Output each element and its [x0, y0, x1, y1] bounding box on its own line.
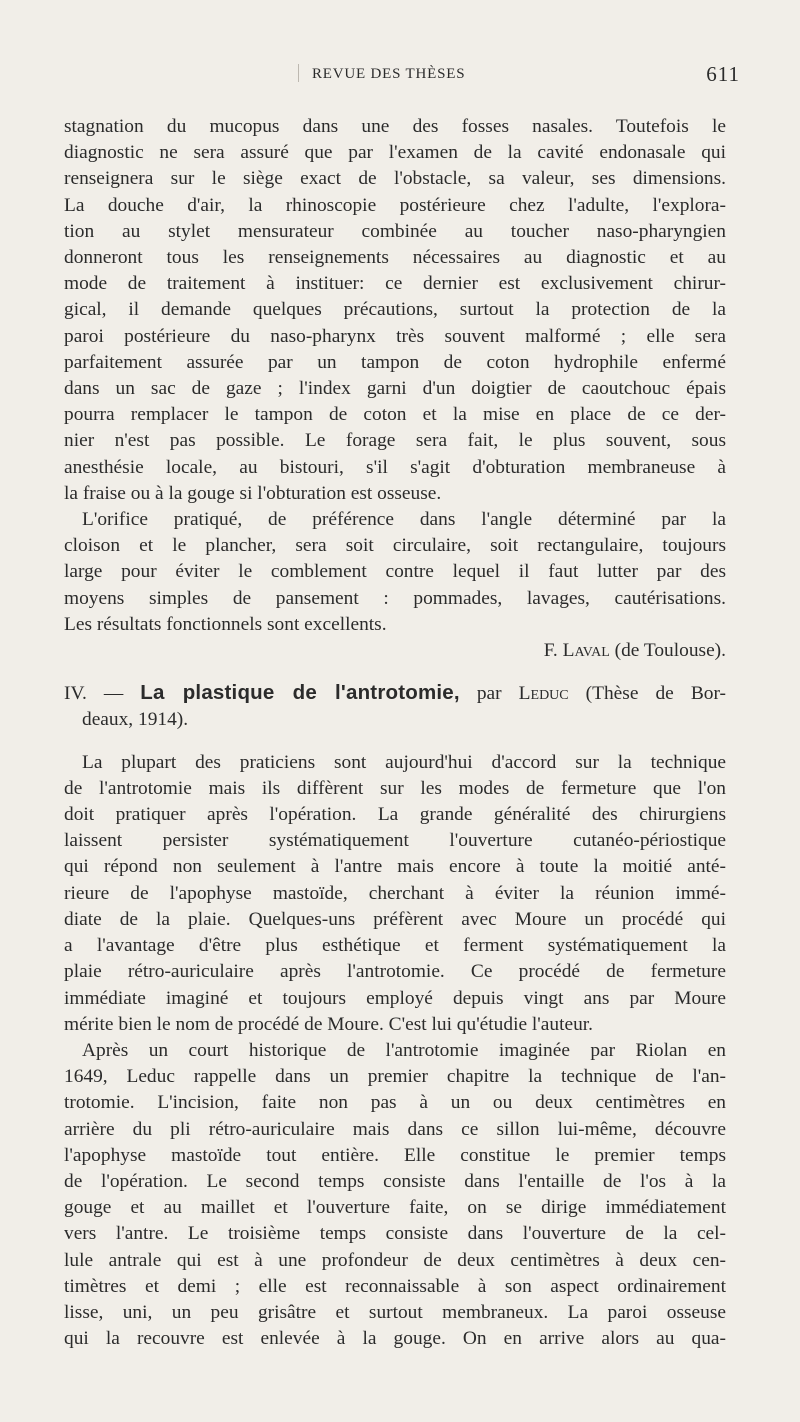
- text-line: stagnation du mucopus dans une des fosses nasales. Toutefois le: [64, 116, 726, 137]
- text-line: gouge et au maillet et l'ouverture faite, on se dirige immédiatement: [64, 1197, 726, 1219]
- text-line: moyens simples de pansement : pommades, lavages, cautérisations.: [64, 587, 726, 609]
- source-line-2: deaux, 1914).: [82, 709, 189, 731]
- text-line: nier n'est pas possible. Le forage sera fait, le plus souvent, sous: [64, 430, 726, 452]
- text-line: lisse, uni, un peu grisâtre et surtout membraneux. La paroi osseuse: [64, 1301, 726, 1323]
- header-divider: [298, 64, 299, 82]
- text-line: donneront tous les renseignements nécessaires au diagnostic et au: [64, 247, 726, 269]
- signature-initial: F.: [543, 640, 563, 662]
- text-line: plaie rétro-auriculaire après l'antrotomie. Ce procédé de fermeture: [64, 961, 726, 983]
- review-2-paragraph-1: [64, 750, 726, 1038]
- section-number: IV. —: [64, 683, 141, 705]
- text-line: de l'antrotomie mais ils diffèrent sur les modes de fermeture que l'on: [64, 777, 726, 799]
- text-line: arrière du pli rétro-auriculaire mais dans ce sillon lui-même, découvre: [64, 1118, 726, 1140]
- text-line: large pour éviter le comblement contre lequel il faut lutter par des: [64, 561, 726, 583]
- text-line: Les résultats fonctionnels sont excellents.: [64, 613, 387, 635]
- text-line: l'apophyse mastoïde tout entière. Elle constitue le premier temps: [64, 1144, 726, 1166]
- text-line: cloison et le plancher, sera soit circulaire, soit rectangulaire, toujours: [64, 535, 726, 557]
- text-line: parfaitement assurée par un tampon de coton hydrophile enfermé: [64, 351, 726, 373]
- text-line: La douche d'air, la rhinoscopie postérieure chez l'adulte, l'explora-: [64, 194, 726, 216]
- text-line: de l'opération. Le second temps consiste dans l'entaille de l'os à la: [64, 1170, 726, 1192]
- text-line: qui répond non seulement à l'antre mais encore à toute la moitié anté-: [64, 856, 726, 878]
- text-line: lule antrale qui est à une profondeur de deux centimètres à deux cen-: [64, 1249, 726, 1271]
- text-line: trotomie. L'incision, faite non pas à un ou deux centimètres en: [64, 1092, 726, 1114]
- review-2-paragraph-2: [64, 1038, 726, 1352]
- text-line: Après un court historique de l'antrotomie imaginée par Riolan en: [82, 1039, 726, 1061]
- text-line: laissent persister systématiquement l'ouverture cutanéo-périostique: [64, 830, 726, 852]
- section-gap: [64, 734, 726, 750]
- signature-place: (de Toulouse).: [609, 640, 726, 662]
- running-title: REVUE DES THÈSES: [312, 66, 466, 82]
- review-1-signature: [64, 638, 726, 664]
- text-line: vers l'antre. Le troisième temps consiste dans l'ouverture de la cel-: [64, 1223, 726, 1245]
- review-1-paragraph-1: [64, 114, 726, 507]
- text-line: la fraise ou à la gouge si l'obturation est osseuse.: [64, 482, 442, 504]
- text-line: pourra remplacer le tampon de coton et la mise en place de ce der-: [64, 404, 726, 426]
- text-line: 1649, Leduc rappelle dans un premier chapitre la technique de l'an-: [64, 1066, 726, 1088]
- page-body: [64, 114, 726, 1352]
- text-line: rieure de l'apophyse mastoïde, cherchant à éviter la réunion immé-: [64, 882, 726, 904]
- text-line: diagnostic ne sera assuré que par l'examen de la cavité endonasale qui: [64, 142, 726, 164]
- text-line: qui la recouvre est enlevée à la gouge. On en arrive alors au qua-: [64, 1328, 726, 1350]
- text-line: paroi postérieure du naso-pharynx très souvent malformé ; elle sera: [64, 325, 726, 347]
- heading-line: [64, 680, 726, 707]
- text-line: timètres et demi ; elle est reconnaissable à son aspect ordinairement: [64, 1275, 726, 1297]
- by-word: par: [459, 683, 519, 705]
- text-line: L'orifice pratiqué, de préférence dans l'angle déterminé par la: [82, 509, 726, 531]
- signature-name: Laval: [562, 640, 610, 662]
- source-line-1: (Thèse de Bor-: [568, 683, 726, 705]
- text-line: renseignera sur le siège exact de l'obstacle, sa valeur, ses dimensions.: [64, 168, 726, 190]
- text-line: diate de la plaie. Quelques-uns préfèrent avec Moure un procédé qui: [64, 908, 726, 930]
- text-line: La plupart des praticiens sont aujourd'hui d'accord sur la technique: [82, 751, 726, 773]
- section-gap: [64, 664, 726, 680]
- article-title: La plastique de l'antrotomie,: [140, 681, 460, 705]
- text-line: anesthésie locale, au bistouri, s'il s'agit d'obturation membraneuse à: [64, 456, 726, 478]
- text-line: mérite bien le nom de procédé de Moure. C'est lui qu'étudie l'auteur.: [64, 1013, 594, 1035]
- author-name: Leduc: [518, 683, 569, 705]
- review-2-heading: [64, 680, 726, 733]
- review-1-paragraph-2: [64, 507, 726, 638]
- page-number: 611: [706, 62, 740, 86]
- text-line: dans un sac de gaze ; l'index garni d'un doigtier de caoutchouc épais: [64, 378, 726, 400]
- text-line: immédiate imaginé et toujours employé depuis vingt ans par Moure: [64, 987, 726, 1009]
- text-line: a l'avantage d'être plus esthétique et ferment systématiquement la: [64, 935, 726, 957]
- text-line: doit pratiquer après l'opération. La grande généralité des chirurgiens: [64, 804, 726, 826]
- text-line: mode de traitement à instituer: ce dernier est exclusivement chirur-: [64, 273, 726, 295]
- text-line: tion au stylet mensurateur combinée au toucher naso-pharyngien: [64, 220, 726, 242]
- text-line: gical, il demande quelques précautions, surtout la protection de la: [64, 299, 726, 321]
- page-header: [0, 62, 800, 92]
